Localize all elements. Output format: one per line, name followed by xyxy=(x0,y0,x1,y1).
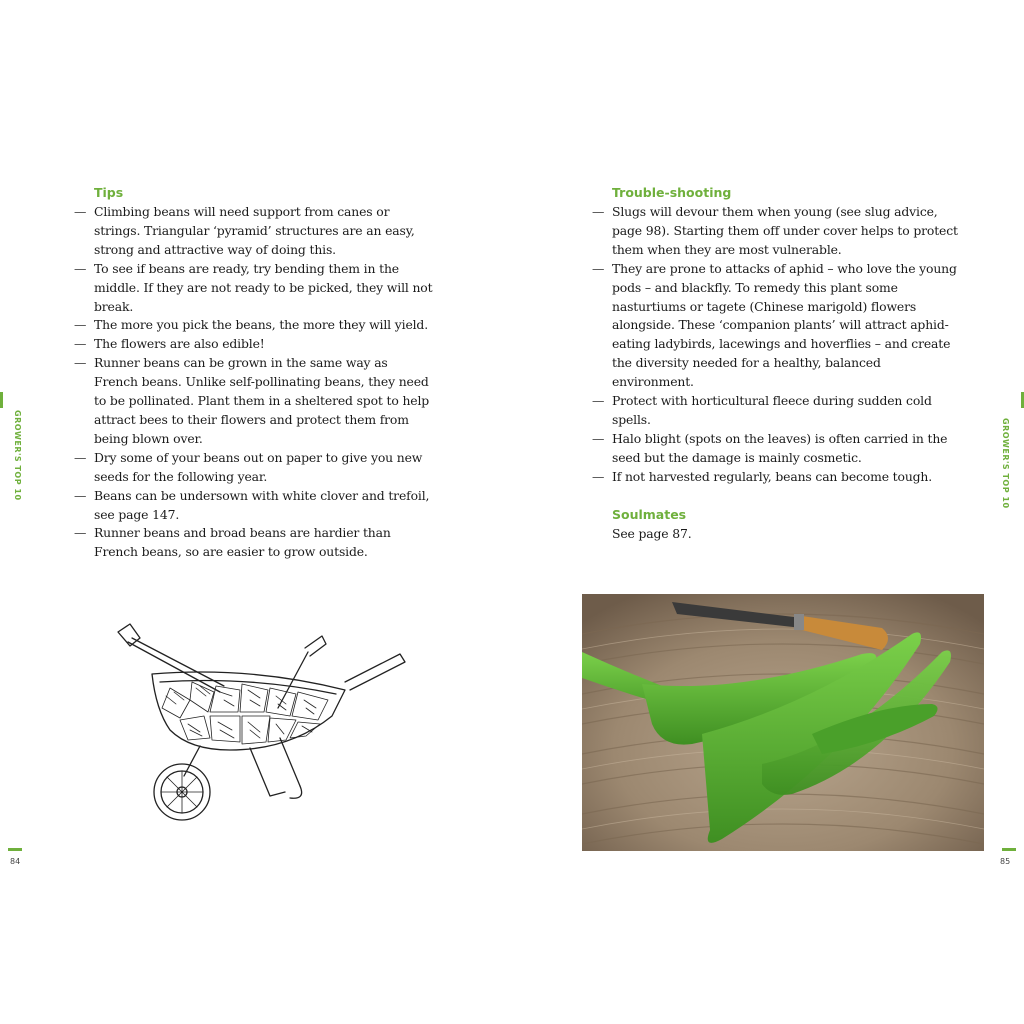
tip-item: — To see if beans are ready, try bending them in the middle. If they are not ready to be picked, they will not break. xyxy=(74,260,434,317)
tip-item: — The flowers are also edible! xyxy=(74,335,434,354)
tip-item: — Beans can be undersown with white clover and trefoil, see page 147. xyxy=(74,487,434,525)
troubleshooting-item: — Halo blight (spots on the leaves) is often carried in the seed but the damage is mainly cosmetic. xyxy=(592,430,962,468)
troubleshooting-item: — Slugs will devour them when young (see slug advice, page 98). Starting them off under cover helps to protect them when they are most vulnerable. xyxy=(592,203,962,260)
troubleshooting-list xyxy=(592,203,962,487)
runner-beans-photo xyxy=(582,594,984,851)
page-number-rule xyxy=(8,848,22,851)
side-label: GROWER'S TOP 10 xyxy=(1001,418,1010,509)
troubleshooting-item: — Protect with horticultural fleece during sudden cold spells. xyxy=(592,392,962,430)
photo-image xyxy=(582,594,984,851)
troubleshooting-item: — If not harvested regularly, beans can become tough. xyxy=(592,468,962,487)
section-tab-marker xyxy=(0,392,3,408)
tip-item: — Runner beans and broad beans are hardier than French beans, so are easier to grow outside. xyxy=(74,524,434,562)
side-label-wrap xyxy=(996,410,1024,509)
troubleshooting-section xyxy=(592,184,962,544)
tip-item: — Climbing beans will need support from canes or strings. Triangular ‘pyramid’ structures are an easy, strong and attractive way of doing this. xyxy=(74,203,434,260)
right-page xyxy=(512,0,1024,1024)
tips-section xyxy=(74,184,434,562)
soulmates-heading: Soulmates xyxy=(612,506,687,522)
troubleshooting-item: — They are prone to attacks of aphid – who love the young pods – and blackfly. To remedy this plant some nasturtiums or tagete (Chinese marigold) flowers alongside. These ‘companion plants’ will attract aphid-eating ladybirds, lacewings and hoverflies – and create the diversity needed for a healthy, balanced environment. xyxy=(592,260,962,392)
page-number-rule xyxy=(1002,848,1016,851)
tips-heading: Tips xyxy=(94,185,124,200)
troubleshooting-heading: Trouble-shooting xyxy=(612,185,732,200)
tips-list xyxy=(74,203,434,562)
page-number: 84 xyxy=(10,857,21,866)
side-label: GROWER'S TOP 10 xyxy=(13,410,22,501)
tip-item: — Dry some of your beans out on paper to give you new seeds for the following year. xyxy=(74,449,434,487)
tip-item: — The more you pick the beans, the more they will yield. xyxy=(74,316,434,335)
soulmates-text: See page 87. xyxy=(612,525,692,541)
tip-item: — Runner beans can be grown in the same way as French beans. Unlike self-pollinating beans, they need to be pollinated. Plant them in a sheltered spot to help attract bees to their flowers and protect them from being blown over. xyxy=(74,354,434,449)
soulmates-section xyxy=(592,506,962,544)
wheelbarrow-illustration xyxy=(100,620,420,835)
page-number: 85 xyxy=(1000,857,1011,866)
